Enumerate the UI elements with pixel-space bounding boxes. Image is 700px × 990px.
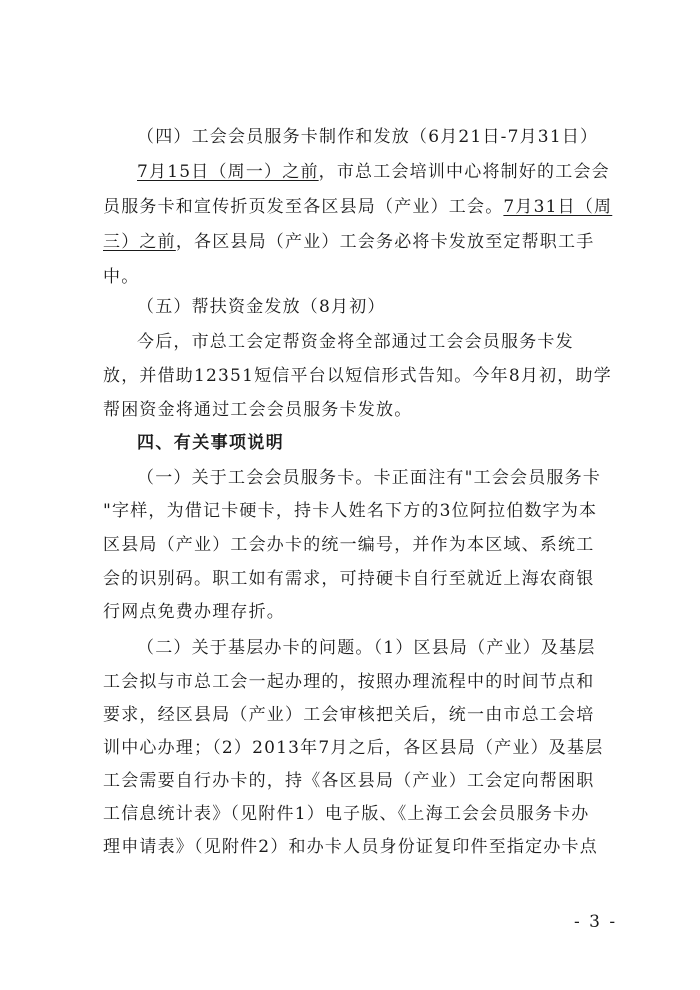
paragraph-line: 行网点免费办理存折。 xyxy=(103,602,285,622)
page-number: - 3 - xyxy=(574,912,618,932)
paragraph-line: 今后，市总工会定帮资金将全部通过工会会员服务卡发 xyxy=(137,332,574,352)
paragraph-line: （二）关于基层办卡的问题。（1）区县局（产业）及基层 xyxy=(137,638,596,658)
paragraph-line: 要求，经区县局（产业）工会审核把关后，统一由市总工会培 xyxy=(103,705,595,725)
paragraph-line: 理申请表》（见附件2）和办卡人员身份证复印件至指定办卡点 xyxy=(103,837,598,857)
paragraph-line: 工信息统计表》（见附件1）电子版、《上海工会会员服务卡办 xyxy=(103,804,590,824)
paragraph-line: 工会拟与市总工会一起办理的，按照办理流程中的时间节点和 xyxy=(103,672,595,692)
paragraph-line: "字样，为借记卡硬卡，持卡人姓名下方的3位阿拉伯数字为本 xyxy=(103,501,598,521)
text-span: 员服务卡和宣传折页发至各区县局（产业）工会。 xyxy=(103,197,504,217)
text-span: ，各区县局（产业）工会务必将卡发放至定帮职工手 xyxy=(175,232,595,252)
underlined-date: 三）之前 xyxy=(103,232,176,252)
section-heading-card-issuance: （四）工会会员服务卡制作和发放（6月21日-7月31日） xyxy=(137,127,599,147)
paragraph-line: 中。 xyxy=(103,267,140,287)
paragraph-line: 放，并借助12351短信平台以短信形式告知。今年8月初，助学 xyxy=(103,366,612,386)
paragraph-line xyxy=(103,196,612,218)
paragraph-line xyxy=(137,161,610,183)
paragraph-line: 会的识别码。职工如有需求，可持硬卡自行至就近上海农商银 xyxy=(103,569,595,589)
text-span: ，市总工会培训中心将制好的工会会 xyxy=(318,162,610,182)
underlined-date: 7月31日（周 xyxy=(503,197,613,217)
section-heading-fund-release: （五）帮扶资金发放（8月初） xyxy=(137,297,386,317)
underlined-date: 7月15日（周一）之前 xyxy=(137,162,319,182)
paragraph-line: 帮困资金将通过工会会员服务卡发放。 xyxy=(103,400,413,420)
paragraph-line: 工会需要自行办卡的，持《各区县局（产业）工会定向帮困职 xyxy=(103,771,595,791)
paragraph-line: （一）关于工会会员服务卡。卡正面注有"工会会员服务卡 xyxy=(137,468,602,488)
paragraph-line: 区县局（产业）工会办卡的统一编号，并作为本区域、系统工 xyxy=(103,535,595,555)
paragraph-line: 训中心办理；（2）2013年7月之后，各区县局（产业）及基层 xyxy=(103,738,604,758)
paragraph-line xyxy=(103,231,594,253)
part-heading-notes: 四、有关事项说明 xyxy=(137,433,285,453)
